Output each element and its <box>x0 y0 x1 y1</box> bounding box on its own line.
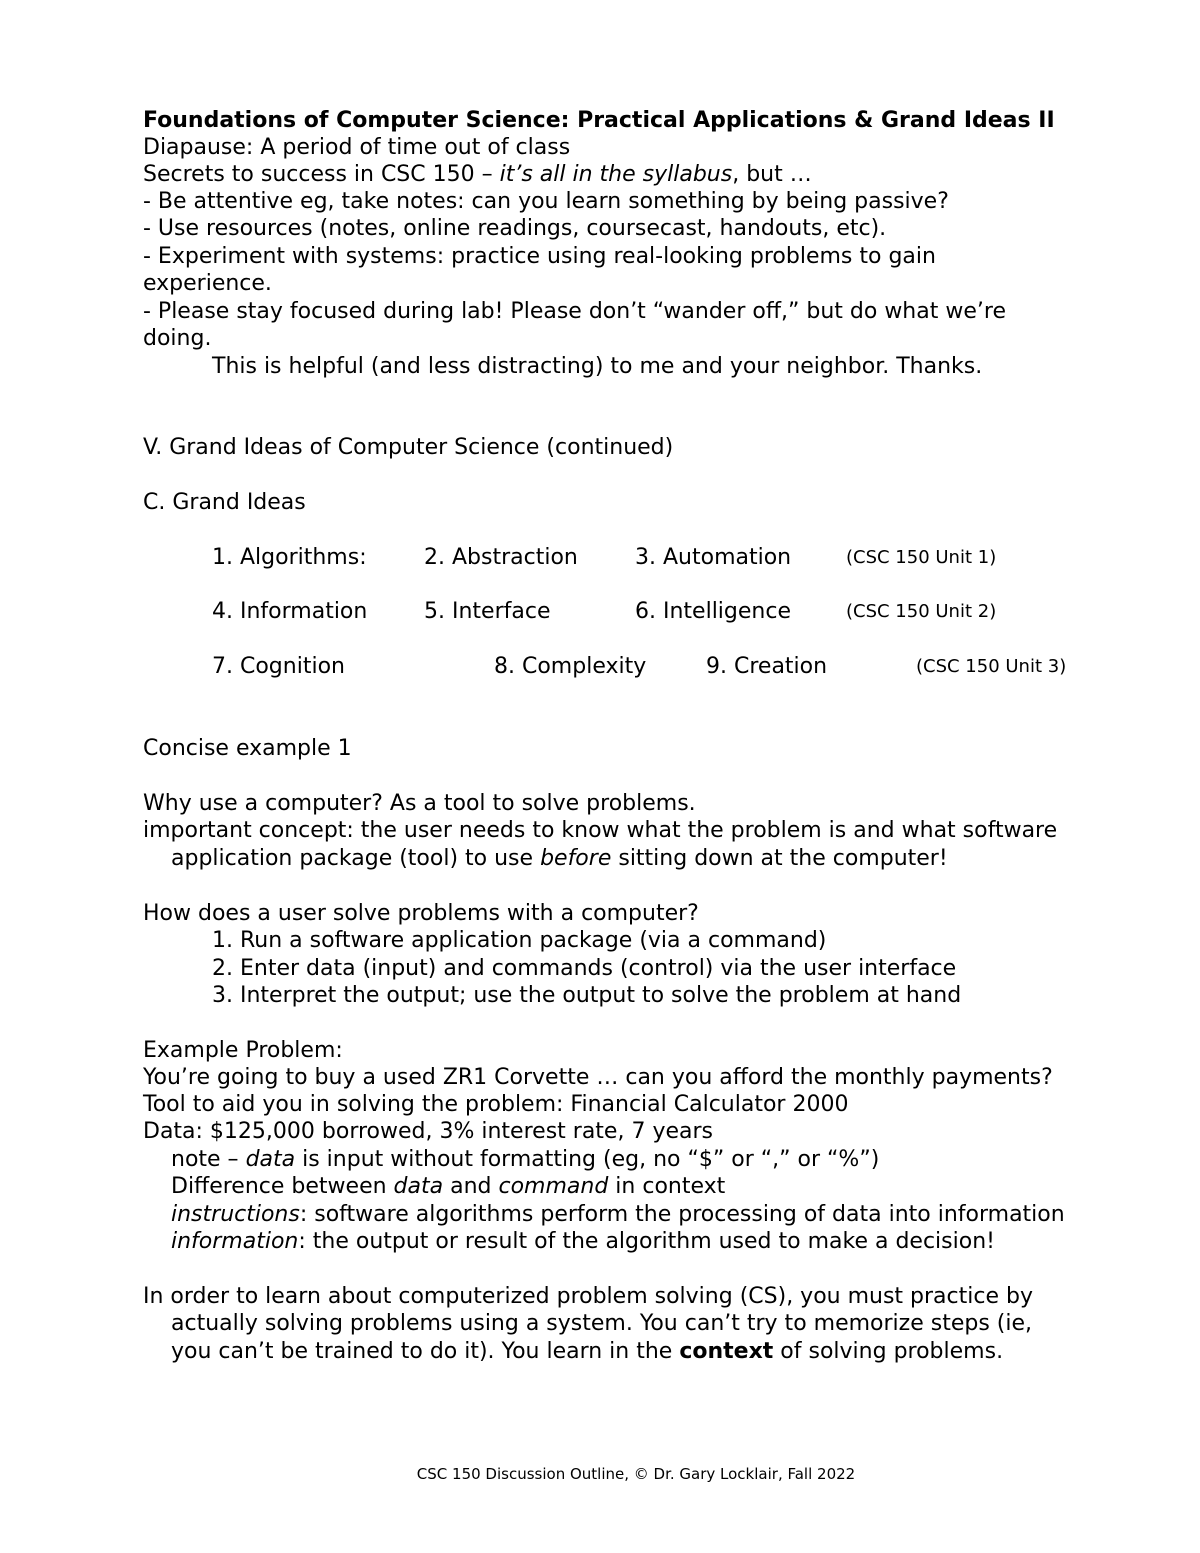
section-v-heading: V. Grand Ideas of Computer Science (continued) <box>143 435 674 460</box>
grand-ideas-row <box>0 598 1200 625</box>
difference-italic: data <box>393 1174 444 1199</box>
note-italic: data <box>245 1147 296 1172</box>
closing-line: actually solving problems using a system. You can’t try to memorize steps (ie, <box>171 1311 1032 1336</box>
example-line: Data: $125,000 borrowed, 3% interest rate, 7 years <box>143 1119 713 1144</box>
difference-text: Difference between <box>171 1174 394 1199</box>
grand-idea: 9. Creation <box>706 654 828 679</box>
difference-italic: command <box>498 1174 609 1199</box>
unit-label: (CSC 150 Unit 2) <box>846 601 997 622</box>
unit-label: (CSC 150 Unit 3) <box>916 656 1067 677</box>
secrets-text: Secrets to success in CSC 150 – <box>143 162 500 187</box>
information-line <box>171 1228 995 1255</box>
how-step: 2. Enter data (input) and commands (control) via the user interface <box>212 956 957 981</box>
unit-label: (CSC 150 Unit 1) <box>846 547 997 568</box>
difference-line <box>171 1173 725 1200</box>
tip-line: - Please stay focused during lab! Please don’t “wander off,” but do what we’re <box>143 299 1006 324</box>
concise-example-heading: Concise example 1 <box>143 736 352 761</box>
grand-idea: 1. Algorithms: <box>212 545 367 570</box>
secrets-tail: , but … <box>732 162 812 187</box>
grand-idea: 8. Complexity <box>494 654 647 679</box>
page-footer: CSC 150 Discussion Outline, © Dr. Gary Locklair, Fall 2022 <box>416 1465 856 1483</box>
information-term: information <box>171 1229 299 1254</box>
diapause-line: Diapause: A period of time out of class <box>143 135 571 160</box>
tip-line: doing. <box>143 326 212 351</box>
why-line: Why use a computer? As a tool to solve problems. <box>143 791 696 816</box>
difference-text: and <box>443 1174 499 1199</box>
information-definition: : the output or result of the algorithm used to make a decision! <box>298 1229 995 1254</box>
how-question: How does a user solve problems with a computer? <box>143 901 699 926</box>
closing-bold: context <box>679 1339 774 1364</box>
example-line: Tool to aid you in solving the problem: Financial Calculator 2000 <box>143 1092 849 1117</box>
grand-idea: 7. Cognition <box>212 654 345 679</box>
closing-line <box>171 1338 1003 1365</box>
tip-line: experience. <box>143 271 272 296</box>
grand-idea: 4. Information <box>212 599 368 624</box>
section-c-heading: C. Grand Ideas <box>143 490 306 515</box>
concept-line: important concept: the user needs to know what the problem is and what software <box>143 818 1058 843</box>
note-tail: is input without formatting (eg, no “$” or “,” or “%”) <box>295 1147 880 1172</box>
concept-italic: before <box>540 846 612 871</box>
how-step: 1. Run a software application package (via a command) <box>212 928 827 953</box>
secrets-line <box>143 161 812 188</box>
instructions-term: instructions <box>171 1202 300 1227</box>
document-title: Foundations of Computer Science: Practical Applications & Grand Ideas II <box>143 108 1055 133</box>
instructions-line <box>171 1201 1065 1228</box>
tip-line: - Be attentive eg, take notes: can you learn something by being passive? <box>143 189 949 214</box>
example-line: You’re going to buy a used ZR1 Corvette … can you afford the monthly payments? <box>143 1065 1053 1090</box>
instructions-definition: : software algorithms perform the processing of data into information <box>299 1202 1065 1227</box>
grand-idea: 6. Intelligence <box>635 599 791 624</box>
thanks-line: This is helpful (and less distracting) to me and your neighbor. Thanks. <box>212 354 983 379</box>
tip-line: - Use resources (notes, online readings, coursecast, handouts, etc). <box>143 216 887 241</box>
grand-ideas-row <box>0 544 1200 571</box>
how-step: 3. Interpret the output; use the output to solve the problem at hand <box>212 983 962 1008</box>
grand-idea: 5. Interface <box>424 599 551 624</box>
example-heading: Example Problem: <box>143 1038 343 1063</box>
grand-ideas-row <box>0 653 1200 680</box>
concept-tail: sitting down at the computer! <box>611 846 948 871</box>
closing-tail: of solving problems. <box>773 1339 1004 1364</box>
grand-idea: 3. Automation <box>635 545 792 570</box>
concept-continuation <box>171 845 948 872</box>
grand-idea: 2. Abstraction <box>424 545 578 570</box>
concept-text: application package (tool) to use <box>171 846 541 871</box>
tip-line: - Experiment with systems: practice using real-looking problems to gain <box>143 244 936 269</box>
difference-tail: in context <box>608 1174 726 1199</box>
secrets-italic: it’s all in the syllabus <box>499 162 733 187</box>
note-text: note – <box>171 1147 246 1172</box>
closing-line: In order to learn about computerized problem solving (CS), you must practice by <box>143 1284 1033 1309</box>
note-line <box>171 1146 879 1173</box>
closing-text: you can’t be trained to do it). You learn in the <box>171 1339 680 1364</box>
